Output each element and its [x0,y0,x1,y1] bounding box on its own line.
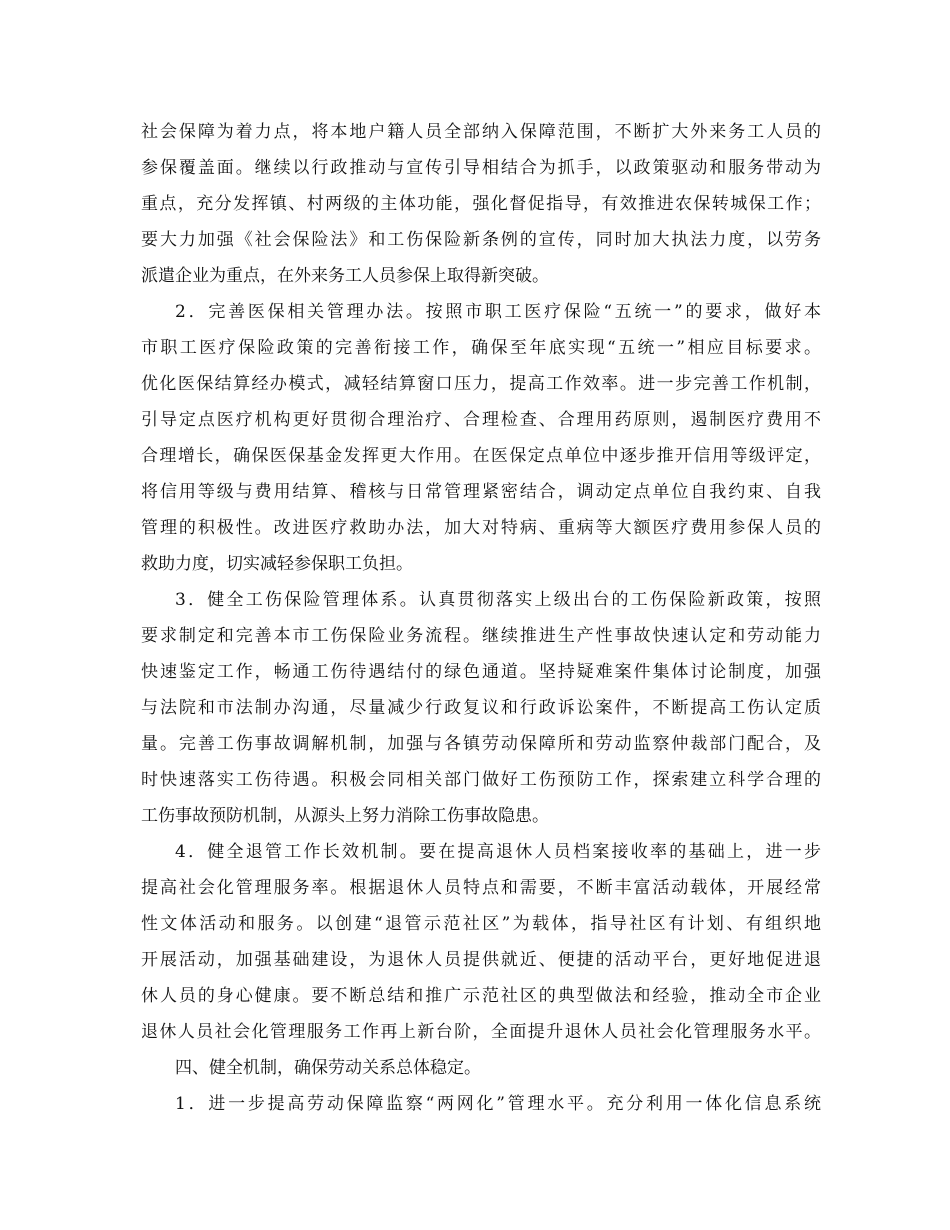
text-line: 量。完善工伤事故调解机制，加强与各镇劳动保障所和劳动监察仲裁部门配合，及 [141,734,821,754]
text-line: 四、健全机制，确保劳动关系总体稳定。 [175,1058,481,1078]
text-line: 合理增长，确保医保基金发挥更大作用。在医保定点单位中逐步推开信用等级评定， [141,446,821,466]
text-line: 2．完善医保相关管理办法。按照市职工医疗保险“五统一”的要求，做好本 [175,302,821,322]
paragraph-retiree-management [141,834,821,1050]
text-line: 工伤事故预防机制，从源头上努力消除工伤事故隐患。 [141,806,549,826]
paragraph-labor-inspection [141,1086,821,1122]
text-line: 开展活动，加强基础建设，为退休人员提供就近、便捷的活动平台，更好地促进退 [141,950,821,970]
text-line: 休人员的身心健康。要不断总结和推广示范社区的典型做法和经验，推动全市企业 [141,986,821,1006]
document-body [141,114,821,1122]
text-line: 派遣企业为重点，在外来务工人员参保上取得新突破。 [141,266,549,286]
text-line: 社会保障为着力点，将本地户籍人员全部纳入保障范围，不断扩大外来务工人员的 [141,122,821,142]
paragraph-medical-insurance [141,294,821,582]
section-heading-labor-relations [141,1050,821,1086]
text-line: 将信用等级与费用结算、稽核与日常管理紧密结合，调动定点单位自我约束、自我 [141,482,821,502]
text-line: 3．健全工伤保险管理体系。认真贯彻落实上级出台的工伤保险新政策，按照 [175,590,821,610]
text-line: 与法院和市法制办沟通，尽量减少行政复议和行政诉讼案件，不断提高工伤认定质 [141,698,821,718]
paragraph-social-insurance-coverage [141,114,821,294]
text-line: 退休人员社会化管理服务工作再上新台阶，全面提升退休人员社会化管理服务水平。 [141,1022,821,1042]
text-line: 优化医保结算经办模式，减轻结算窗口压力，提高工作效率。进一步完善工作机制， [141,374,821,394]
text-line: 快速鉴定工作，畅通工伤待遇结付的绿色通道。坚持疑难案件集体讨论制度，加强 [141,662,821,682]
text-line: 救助力度，切实减轻参保职工负担。 [141,554,413,574]
paragraph-work-injury-insurance [141,582,821,834]
text-line: 1．进一步提高劳动保障监察“两网化”管理水平。充分利用一体化信息系统 [175,1094,821,1114]
text-line: 提高社会化管理服务率。根据退休人员特点和需要，不断丰富活动载体，开展经常 [141,878,821,898]
text-line: 时快速落实工伤待遇。积极会同相关部门做好工伤预防工作，探索建立科学合理的 [141,770,821,790]
text-line: 市职工医疗保险政策的完善衔接工作，确保至年底实现“五统一”相应目标要求。 [141,338,821,358]
text-line: 管理的积极性。改进医疗救助办法，加大对特病、重病等大额医疗费用参保人员的 [141,518,821,538]
text-line: 要求制定和完善本市工伤保险业务流程。继续推进生产性事故快速认定和劳动能力 [141,626,821,646]
text-line: 要大力加强《社会保险法》和工伤保险新条例的宣传，同时加大执法力度，以劳务 [141,230,821,250]
text-line: 参保覆盖面。继续以行政推动与宣传引导相结合为抓手，以政策驱动和服务带动为 [141,158,821,178]
text-line: 4．健全退管工作长效机制。要在提高退休人员档案接收率的基础上，进一步 [175,842,821,862]
text-line: 引导定点医疗机构更好贯彻合理治疗、合理检查、合理用药原则，遏制医疗费用不 [141,410,821,430]
text-line: 性文体活动和服务。以创建“退管示范社区”为载体，指导社区有计划、有组织地 [141,914,821,934]
text-line: 重点，充分发挥镇、村两级的主体功能，强化督促指导，有效推进农保转城保工作； [141,194,821,214]
